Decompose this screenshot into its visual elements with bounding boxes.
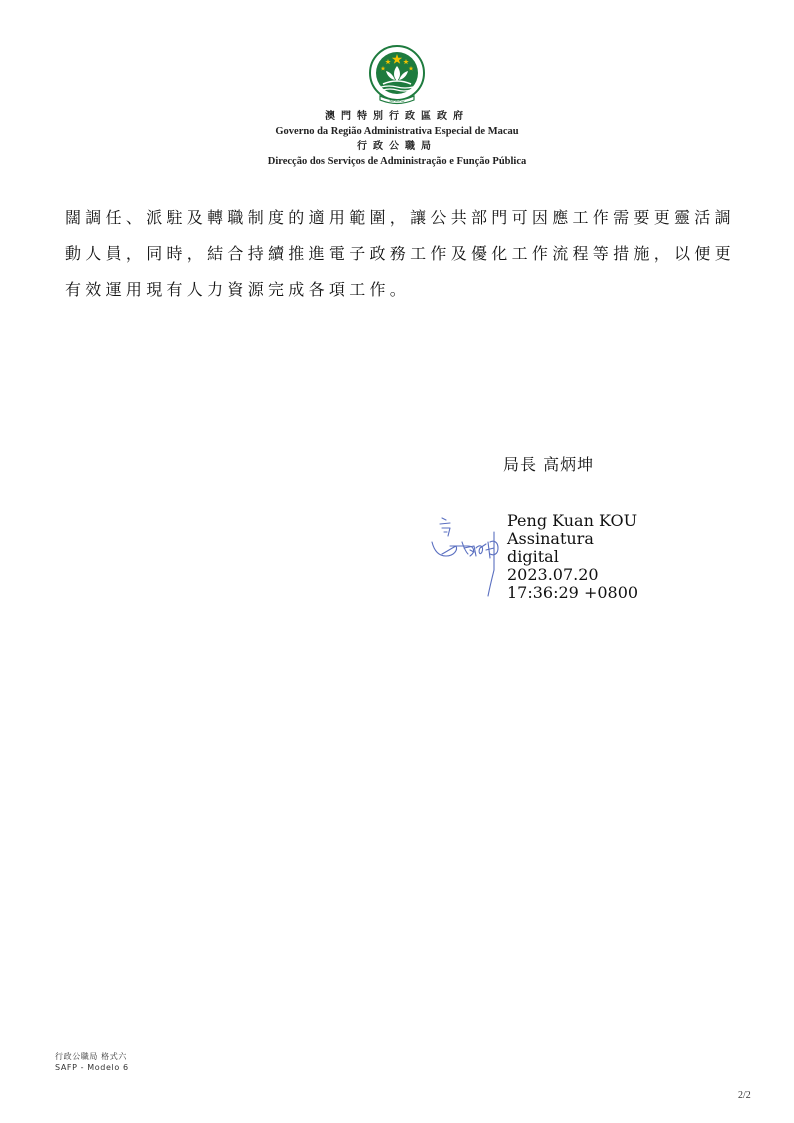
body-line: 動人員，同時，結合持續推進電子政務工作及優化工作流程等措施，以便更 (65, 244, 735, 263)
signature-name: Peng Kuan KOU (507, 511, 638, 530)
letterhead (0, 109, 794, 169)
body-line: 有效運用現有人力資源完成各項工作。 (65, 280, 411, 299)
page-number: 2/2 (738, 1090, 751, 1101)
form-code-pt: SAFP - Modelo 6 (55, 1063, 129, 1072)
digital-signature-block (507, 512, 638, 602)
form-identifier (55, 1051, 129, 1073)
macau-emblem-icon (361, 44, 433, 106)
org-name-pt: Governo da Região Administrativa Especial de Macau (275, 126, 519, 137)
dept-name-zh: 行政公職局 (357, 141, 437, 152)
dept-name-pt: Direcção dos Serviços de Administração e Função Pública (267, 156, 527, 167)
emblem-label: MACAU (389, 98, 405, 104)
letter-body (65, 200, 745, 308)
org-name-zh: 澳門特別行政區政府 (325, 111, 469, 122)
body-line: 闊調任、派駐及轉職制度的適用範圍，讓公共部門可因應工作需要更靈活調 (65, 208, 735, 227)
signature-label: Assinatura (507, 529, 594, 548)
form-code-zh: 行政公職局 格式六 (55, 1052, 127, 1061)
signature-date: 2023.07.20 (507, 565, 599, 584)
handwritten-signature-icon (428, 512, 504, 598)
signer-title: 局長 高炳坤 (503, 455, 595, 474)
signature-label: digital (507, 547, 559, 566)
signature-time: 17:36:29 +0800 (507, 583, 639, 602)
